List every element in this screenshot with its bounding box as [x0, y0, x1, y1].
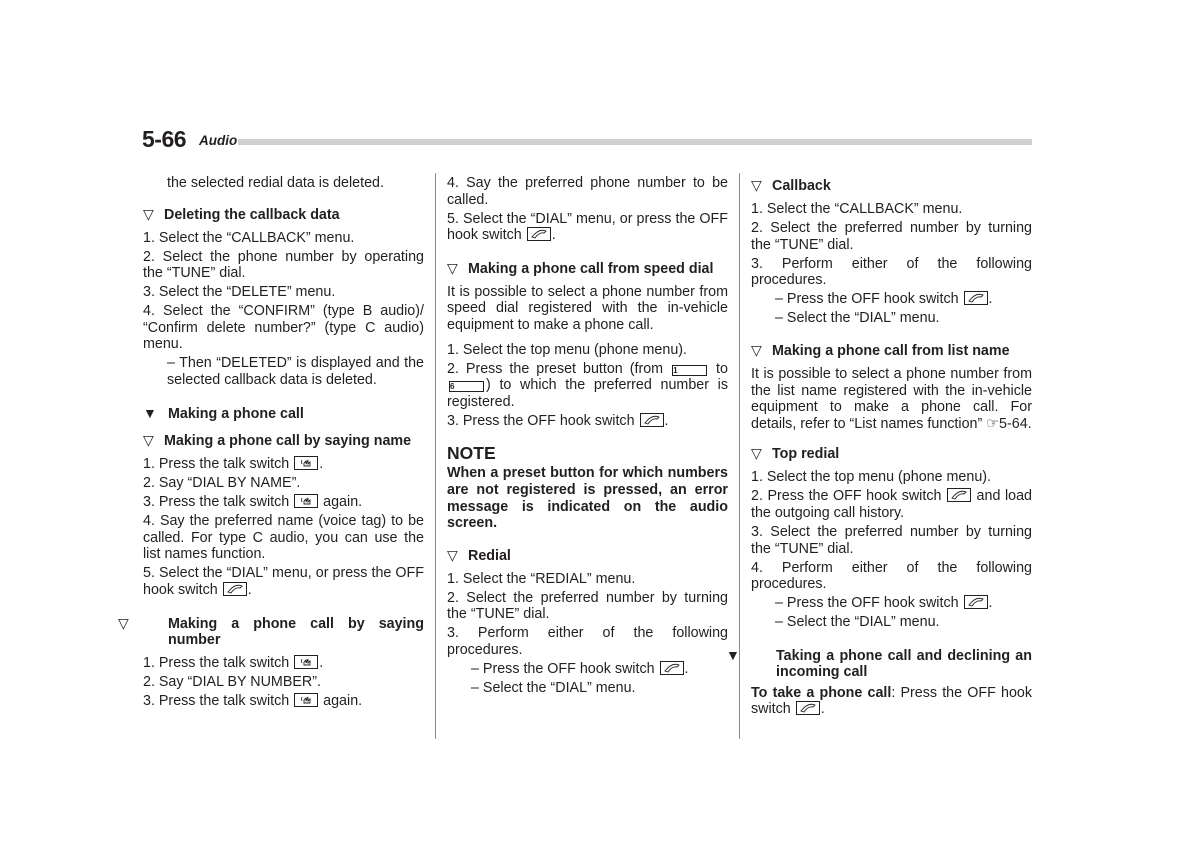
list-item: 2. Select the phone number by operating the “TUNE” dial.	[143, 248, 424, 282]
subheading-speed-dial: ▽ Making a phone call from speed dial	[447, 259, 714, 277]
paragraph: It is possible to select a phone number from speed dial registered with the in-vehicle equipment to make a phone call.	[447, 283, 728, 334]
triangle-icon: ▽	[118, 614, 129, 631]
off-hook-switch-icon	[660, 661, 684, 675]
list-item: 5. Select the “DIAL” menu, or press the OFF hook switch .	[447, 210, 728, 244]
page-header	[142, 124, 1032, 154]
list-item: 2. Say “DIAL BY NAME”.	[143, 475, 301, 492]
list-item: 4. Say the preferred phone number to be called.	[447, 175, 728, 208]
dash-item: – Select the “DIAL” menu.	[775, 614, 940, 631]
list-item: 4. Say the preferred name (voice tag) to be called. For type C audio, you can use the list names function.	[143, 513, 424, 563]
list-item: 2. Press the preset button (from 1 to 6 ) to which the preferred number is registered.	[447, 360, 728, 410]
page-number: 5-66	[142, 126, 187, 152]
column-1	[118, 175, 424, 712]
list-item: 3. Perform either of the following procedures.	[751, 255, 1032, 289]
header-rule	[238, 139, 1032, 145]
triangle-icon: ▽	[751, 341, 762, 358]
subheading-callback: ▽ Callback	[751, 177, 831, 194]
subheading-saying-number: ▽ Making a phone call by saying number	[118, 614, 424, 649]
subheading-redial: ▽ Redial	[447, 546, 511, 564]
dash-item: – Then “DELETED” is displayed and the selected callback data is deleted.	[167, 355, 424, 388]
triangle-icon: ▽	[447, 259, 458, 276]
dash-item: – Press the OFF hook switch .	[471, 661, 689, 677]
note-title: NOTE	[447, 443, 496, 464]
triangle-icon: ▽	[751, 177, 762, 193]
note-text: When a preset button for which numbers are not registered is pressed, an error message is indicated on the audio screen.	[447, 465, 728, 532]
list-item: 3. Select the “DELETE” menu.	[143, 284, 336, 301]
list-item: 1. Select the “REDIAL” menu.	[447, 570, 636, 587]
list-item: 2. Press the OFF hook switch and load the outgoing call history.	[751, 488, 1032, 521]
section-title: Audio	[199, 133, 238, 148]
off-hook-switch-icon	[964, 595, 988, 609]
subheading-deleting-callback: ▽ Deleting the callback data	[143, 205, 340, 223]
heading-making-phone-call: ▼ Making a phone call	[143, 404, 304, 422]
dash-item: – Select the “DIAL” menu.	[775, 310, 940, 327]
paragraph: It is possible to select a phone number from the list name registered with the in-vehicle equipment to make a phone call. For details, refer to “List names function” ☞5-64.	[751, 365, 1032, 432]
talk-switch-icon	[294, 494, 318, 508]
column-divider	[435, 173, 436, 739]
talk-switch-icon	[294, 456, 318, 470]
column-2	[447, 175, 728, 699]
triangle-icon: ▽	[751, 445, 762, 462]
list-item: 1. Select the top menu (phone menu).	[447, 341, 688, 358]
paragraph: To take a phone call: Press the OFF hook switch .	[751, 684, 1032, 718]
triangle-icon: ▽	[143, 432, 154, 449]
list-item: 3. Press the OFF hook switch .	[447, 412, 669, 429]
list-item: 1. Select the “CALLBACK” menu.	[143, 229, 355, 246]
list-item: 2. Select the preferred number by turning the “TUNE” dial.	[751, 220, 1032, 253]
off-hook-switch-icon	[640, 413, 664, 427]
list-item: 4. Select the “CONFIRM” (type B audio)/ “Confirm delete number?” (type C audio) menu.	[143, 303, 424, 353]
list-item: 5. Select the “DIAL” menu, or press the OFF hook switch .	[143, 565, 424, 598]
triangle-icon: ▽	[447, 546, 458, 563]
dash-item: – Press the OFF hook switch .	[775, 595, 993, 612]
subheading-list-name: ▽ Making a phone call from list name	[751, 341, 1010, 359]
subheading-saying-name: ▽ Making a phone call by saying name	[143, 432, 412, 450]
preset-button-icon: 6	[449, 381, 484, 392]
heading-take-decline-call: ▼ Taking a phone call and declining an incoming call	[726, 646, 1032, 681]
triangle-icon: ▽	[143, 205, 154, 222]
subheading-top-redial: ▽ Top redial	[751, 445, 840, 463]
preset-button-icon: 1	[672, 365, 707, 376]
list-item: 3. Select the preferred number by turning the “TUNE” dial.	[751, 523, 1032, 557]
column-3	[726, 175, 1032, 720]
paragraph: the selected redial data is deleted.	[167, 175, 384, 191]
list-item: 3. Press the talk switch again.	[143, 693, 363, 710]
talk-switch-icon	[294, 655, 318, 669]
list-item: 1. Select the top menu (phone menu).	[751, 469, 992, 486]
list-item: 3. Perform either of the following procedures.	[447, 625, 728, 659]
off-hook-switch-icon	[796, 701, 820, 715]
black-triangle-icon: ▼	[726, 646, 740, 663]
list-item: 4. Perform either of the following procedures.	[751, 559, 1032, 593]
off-hook-switch-icon	[223, 582, 247, 596]
off-hook-switch-icon	[947, 488, 971, 502]
off-hook-switch-icon	[527, 227, 551, 241]
dash-item: – Press the OFF hook switch .	[775, 291, 993, 308]
list-item: 3. Press the talk switch again.	[143, 494, 363, 511]
list-item: 2. Say “DIAL BY NUMBER”.	[143, 674, 321, 691]
talk-switch-icon	[294, 693, 318, 707]
list-item: 2. Select the preferred number by turning the “TUNE” dial.	[447, 589, 728, 623]
list-item: 1. Press the talk switch .	[143, 456, 324, 473]
off-hook-switch-icon	[964, 291, 988, 305]
dash-item: – Select the “DIAL” menu.	[471, 679, 636, 696]
reference-link[interactable]: ☞5-64.	[986, 415, 1032, 432]
list-item: 1. Press the talk switch .	[143, 655, 324, 672]
list-item: 1. Select the “CALLBACK” menu.	[751, 201, 963, 218]
black-triangle-icon: ▼	[143, 404, 157, 421]
